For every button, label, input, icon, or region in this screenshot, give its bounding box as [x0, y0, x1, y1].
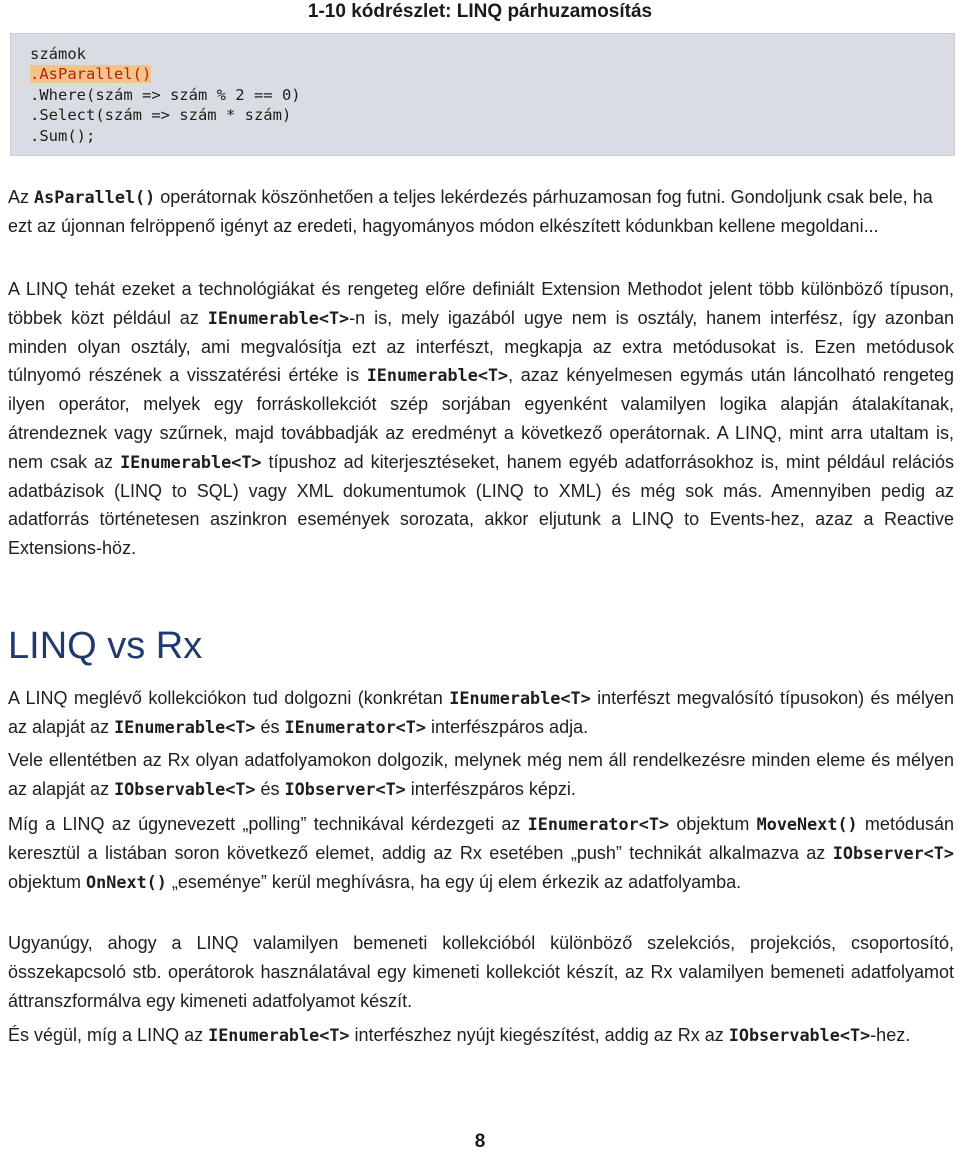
inline-code: IEnumerable<T>	[208, 1025, 350, 1045]
paragraph-asparallel	[8, 183, 954, 241]
inline-code: IEnumerable<T>	[366, 365, 509, 386]
text-run: interfészt megvalósító típusokon) és mélyen az alapját az	[8, 688, 954, 737]
inline-code: IObservable<T>	[728, 1025, 871, 1045]
paragraph-linq-collections	[8, 684, 954, 742]
code-line: számok	[30, 45, 86, 63]
text-run: Az	[8, 187, 35, 207]
inline-code: IObserver<T>	[832, 842, 954, 863]
inline-code: IEnumerable<T>	[207, 307, 350, 328]
code-line-highlighted	[30, 64, 954, 84]
caption-text: 1-10 kódrészlet: LINQ párhuzamosítás	[307, 1, 653, 22]
text-run: Ugyanúgy, ahogy a LINQ valamilyen bemeneti kollekcióból különböző szelekciós, projekciós, csoportosító, összekapcsoló stb. operátorok használatával egy kimeneti kollekciót készít, az Rx valamilyen bemeneti adatfolyamot áttranszformálva egy kimeneti adatfolyamot készít.	[8, 933, 954, 1011]
text-run: Vele ellentétben az Rx olyan adatfolyamokon dolgozik, melynek még nem áll rendelkezésre minden eleme és mélyen az alapját az	[8, 750, 954, 799]
paragraph-linq-overview	[8, 275, 954, 563]
inline-code: IObserver<T>	[284, 778, 406, 799]
text-run: interfészhez nyújt kiegészítést, addig az Rx az	[349, 1025, 729, 1045]
paragraph-conclusion	[8, 1021, 954, 1050]
text-run: Míg a LINQ az úgynevezett „polling” technikával kérdezgeti az	[8, 814, 528, 834]
section-heading: LINQ vs Rx	[8, 625, 203, 667]
highlighted-method: .AsParallel()	[30, 65, 152, 84]
inline-code: IEnumerator<T>	[284, 716, 426, 737]
text-run: objektum	[669, 814, 757, 834]
text-run: És végül, míg a LINQ az	[8, 1025, 209, 1045]
paragraph-operators	[8, 929, 954, 1015]
code-line: .Where(szám => szám % 2 == 0)	[30, 85, 301, 104]
text-run: , azaz kényelmesen egymás után láncolható rengeteg ilyen operátor, melyek egy forráskollekciót szép sorjában egyenként valamilyen logika alapján átalakítanak, átrendeznek vagy szűrnek, majd továbbadják az eredményt a következő operátornak. A LINQ, mint arra utaltam is, nem csak az	[8, 365, 954, 472]
inline-code: MoveNext()	[756, 814, 858, 834]
inline-code: IEnumerable<T>	[120, 451, 262, 472]
inline-code: IEnumerable<T>	[449, 688, 591, 708]
text-run: -n is, mely igazából ugye nem is osztály, hanem interfész, így azonban minden olyan osztály, ami megvalósítja ezt az interfészt, megkapja az extra metódusokat is. Ezen metódusok túlnyomó részének a visszatérési értéke is	[8, 307, 954, 386]
code-block	[10, 33, 955, 156]
paragraph-polling-push	[8, 810, 954, 896]
text-run: A LINQ tehát ezeket a technológiákat és rengeteg előre definiált Extension Methodot jelent több különböző típuson, többek közt például az	[8, 279, 954, 328]
inline-code: OnNext()	[86, 871, 167, 892]
text-run: -hez.	[870, 1025, 911, 1045]
text-run: interfészpáros adja.	[426, 716, 589, 737]
page-number: 8	[474, 1131, 486, 1152]
inline-code: IEnumerator<T>	[527, 814, 670, 834]
text-run: metódusán keresztül a listában soron következő elemet, addig az Rx esetében „push” technikát alkalmazva az	[8, 814, 954, 863]
text-run: és	[255, 778, 285, 799]
text-run: típushoz ad kiterjesztéseket, hanem egyéb adatforrásokhoz is, mint például relációs adatbázisok (LINQ to SQL) vagy XML dokumentumok (LINQ to XML) és még sok más. Amennyiben pedig az adatforrás történetesen aszinkron események sorozata, akkor eljutunk a LINQ to Events-hez, azaz a Reactive Extensions-höz.	[8, 451, 954, 559]
inline-code: IEnumerable<T>	[114, 716, 256, 737]
text-run: operátornak köszönhetően a teljes lekérdezés párhuzamosan fog futni. Gondoljunk csak bele, ha ezt az újonnan felröppenő igényt az eredeti, hagyományos módon elkészített kódunkban kellene megoldani...	[8, 187, 933, 236]
text-run: A LINQ meglévő kollekciókon tud dolgozni (konkrétan	[8, 688, 450, 708]
inline-code: IObservable<T>	[114, 778, 256, 799]
text-run: és	[255, 716, 285, 737]
code-line: .Sum();	[30, 126, 96, 145]
inline-code: AsParallel()	[34, 187, 156, 207]
text-run: „eseménye” kerül meghívásra, ha egy új elem érkezik az adatfolyamba.	[166, 871, 742, 892]
code-caption	[0, 0, 960, 24]
text-run: interfészpáros képzi.	[405, 778, 576, 799]
code-line: .Select(szám => szám * szám)	[30, 106, 292, 125]
paragraph-rx-streams	[8, 746, 954, 804]
text-run: objektum	[8, 871, 87, 892]
